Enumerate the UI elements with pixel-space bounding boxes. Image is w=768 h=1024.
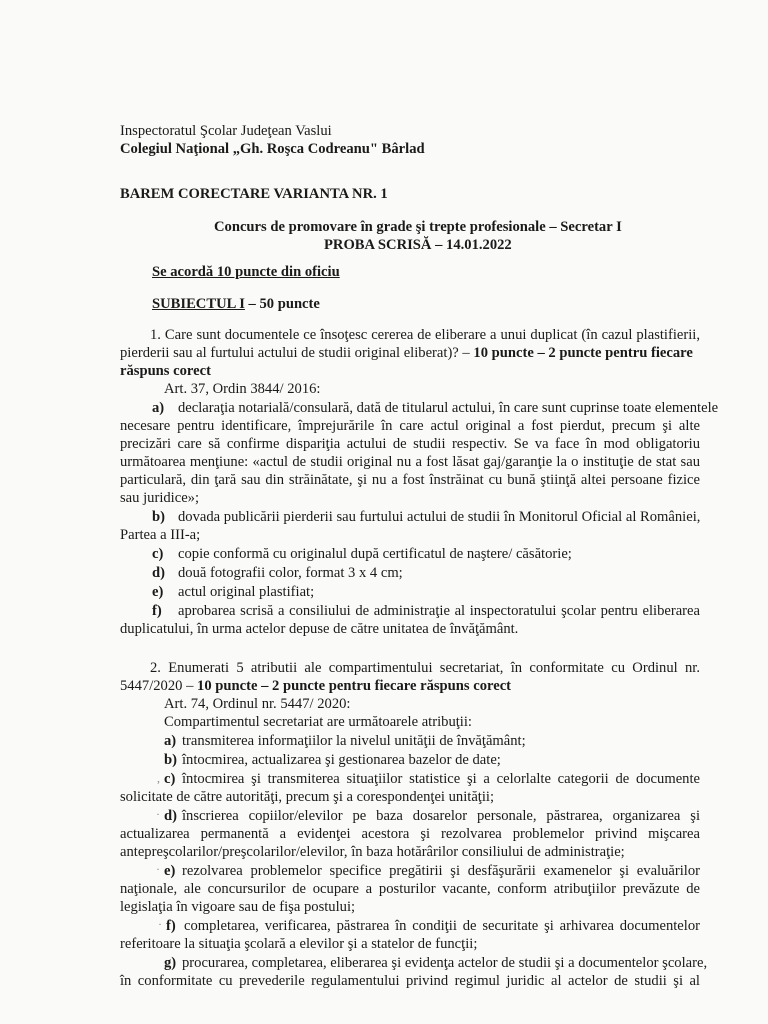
q1-f-letter: f) xyxy=(152,603,162,619)
subtitle-exam: PROBA SCRISĂ – 14.01.2022 xyxy=(324,237,512,253)
subject-points: – 50 puncte xyxy=(244,296,320,312)
q2-c-line-1: întocmirea şi transmiterea situaţiilor statistice şi a celorlalte categorii de documente xyxy=(182,771,700,787)
q2-line-1: 2. Enumerati 5 atributii ale compartimentului secretariat, în conformitate cu Ordinul nr. xyxy=(150,660,700,676)
q1-f-line-1: aprobarea scrisă a consiliului de administraţie al inspectoratului şcolar pentru eliberarea xyxy=(178,603,700,619)
q2-line-2-text: 5447/2020 – xyxy=(120,678,198,694)
q2-a-line-1: transmiterea informaţiilor la nivelul unităţii de învăţământ; xyxy=(182,733,526,749)
q2-reference: Art. 74, Ordinul nr. 5447/ 2020: xyxy=(164,696,351,712)
q1-b-line-1: dovada publicării pierderii sau furtului actului de studii în Monitorul Oficial al României, xyxy=(178,509,701,525)
scan-mark: · xyxy=(156,862,160,876)
scan-mark: , xyxy=(157,771,160,785)
q2-line-2 xyxy=(120,677,511,695)
q2-a-letter: a) xyxy=(164,733,177,749)
q2-d-line-2: actualizarea permanentă a evidenţei acestora şi rezolvarea problemelor privind mişcarea xyxy=(120,826,700,842)
q1-a-line-5: particulară, din ţară sau din străinătate, şi nu a fost înstrăinat cu bună ştiinţă altei persoane fizice xyxy=(120,472,700,488)
q1-a-line-1: declaraţia notarială/consulară, dată de titularul actului, în care sunt cuprinse toate elementele xyxy=(178,400,719,416)
q1-reference: Art. 37, Ordin 3844/ 2016: xyxy=(164,381,321,397)
q2-e-line-2: naţionale, ale concursurilor de ocupare a posturilor vacante, conform atribuţiilor prevăzute de xyxy=(120,881,700,897)
q1-e-line-1: actul original plastifiat; xyxy=(178,584,315,600)
subject-heading xyxy=(152,295,320,313)
q2-c-line-2: solicitate de către autorităţi, precum şi a corespondenţei unităţii; xyxy=(120,789,495,805)
q1-e-letter: e) xyxy=(152,584,164,600)
document-title: BAREM CORECTARE VARIANTA NR. 1 xyxy=(120,186,388,202)
q2-g-letter: g) xyxy=(164,955,177,971)
q1-a-letter: a) xyxy=(152,400,165,416)
q1-b-letter: b) xyxy=(152,509,165,525)
q2-b-line-1: întocmirea, actualizarea şi gestionarea bazelor de date; xyxy=(182,752,501,768)
q2-d-letter: d) xyxy=(164,808,177,824)
q1-d-line-1: două fotografii color, format 3 x 4 cm; xyxy=(178,565,403,581)
q1-line-3: răspuns corect xyxy=(120,363,211,379)
q2-e-line-3: legislaţia în vigoare sau de fişa postului; xyxy=(120,899,356,915)
q2-d-line-3: antepreşcolarilor/preşcolarilor/elevilor, în baza hotărârilor consiliului de administraţie; xyxy=(120,844,625,860)
q2-e-letter: e) xyxy=(164,863,176,879)
q1-line-1: 1. Care sunt documentele ce însoţesc cererea de eliberare a unui duplicat (în cazul plastifierii, xyxy=(150,327,700,343)
q2-b-letter: b) xyxy=(164,752,177,768)
q1-b-line-2: Partea a III-a; xyxy=(120,527,201,543)
q2-c-letter: c) xyxy=(164,771,176,787)
q2-f-letter: f) xyxy=(166,918,176,934)
q1-c-line-1: copie conformă cu originalul după certificatul de naştere/ căsătorie; xyxy=(178,546,572,562)
q1-a-line-4: următoarea menţiune: «actul de studii original nu a fost lăsat gaj/garanţie la o instituţie de stat sau xyxy=(120,454,700,470)
q1-line-2 xyxy=(120,344,693,362)
q2-intro: Compartimentul secretariat are următoarele atribuţii: xyxy=(164,714,472,730)
q1-c-letter: c) xyxy=(152,546,164,562)
q2-points: 10 puncte – 2 puncte pentru fiecare răspuns corect xyxy=(197,678,512,694)
q1-d-letter: d) xyxy=(152,565,165,581)
q2-f-line-2: referitoare la situaţia şcolară a elevilor şi a statelor de funcţii; xyxy=(120,936,478,952)
q2-g-line-2: în conformitate cu prevederile regulamentului privind regimul juridic al actelor de studii şi al xyxy=(120,973,700,989)
q1-line-2-text: pierderii sau al furtului actului de studii original eliberat)? – xyxy=(120,345,474,361)
q1-f-line-2: duplicatului, în urma actelor depuse de către unitatea de învăţământ. xyxy=(120,621,519,637)
scan-mark: · xyxy=(156,807,160,821)
scan-mark: · xyxy=(158,917,162,931)
q2-e-line-1: rezolvarea problemelor specifice pregătirii şi desfăşurării examenelor şi evaluărilor xyxy=(182,863,700,879)
oficiu-note: Se acordă 10 puncte din oficiu xyxy=(152,264,340,280)
q1-points: 10 puncte – 2 puncte pentru fiecare xyxy=(473,345,693,361)
institution-line-2: Colegiul Naţional „Gh. Roşca Codreanu" Bârlad xyxy=(120,141,425,157)
subject-label: SUBIECTUL I xyxy=(152,296,245,312)
q1-a-line-6: sau juridice»; xyxy=(120,490,200,506)
q2-f-line-1: completarea, verificarea, păstrarea în condiţii de securitate şi arhivarea documentelor xyxy=(184,918,700,934)
institution-line-1: Inspectoratul Şcolar Judeţean Vaslui xyxy=(120,123,332,139)
q1-a-line-2: necesare pentru identificare, împrejurările în care actul original a fost pierdut, precum şi alte xyxy=(120,418,700,434)
q1-a-line-3: precizări care să confirme dispariţia actului de studii respectiv. Se va face în mod obligatoriu xyxy=(120,436,700,452)
q2-g-line-1: procurarea, completarea, eliberarea şi evidenţa actelor de studii şi a documentelor şcolare, xyxy=(182,955,708,971)
subtitle-contest: Concurs de promovare în grade şi trepte profesionale – Secretar I xyxy=(214,219,622,235)
q2-d-line-1: înscrierea copiilor/elevilor pe baza dosarelor personale, păstrarea, organizarea şi xyxy=(182,808,700,824)
